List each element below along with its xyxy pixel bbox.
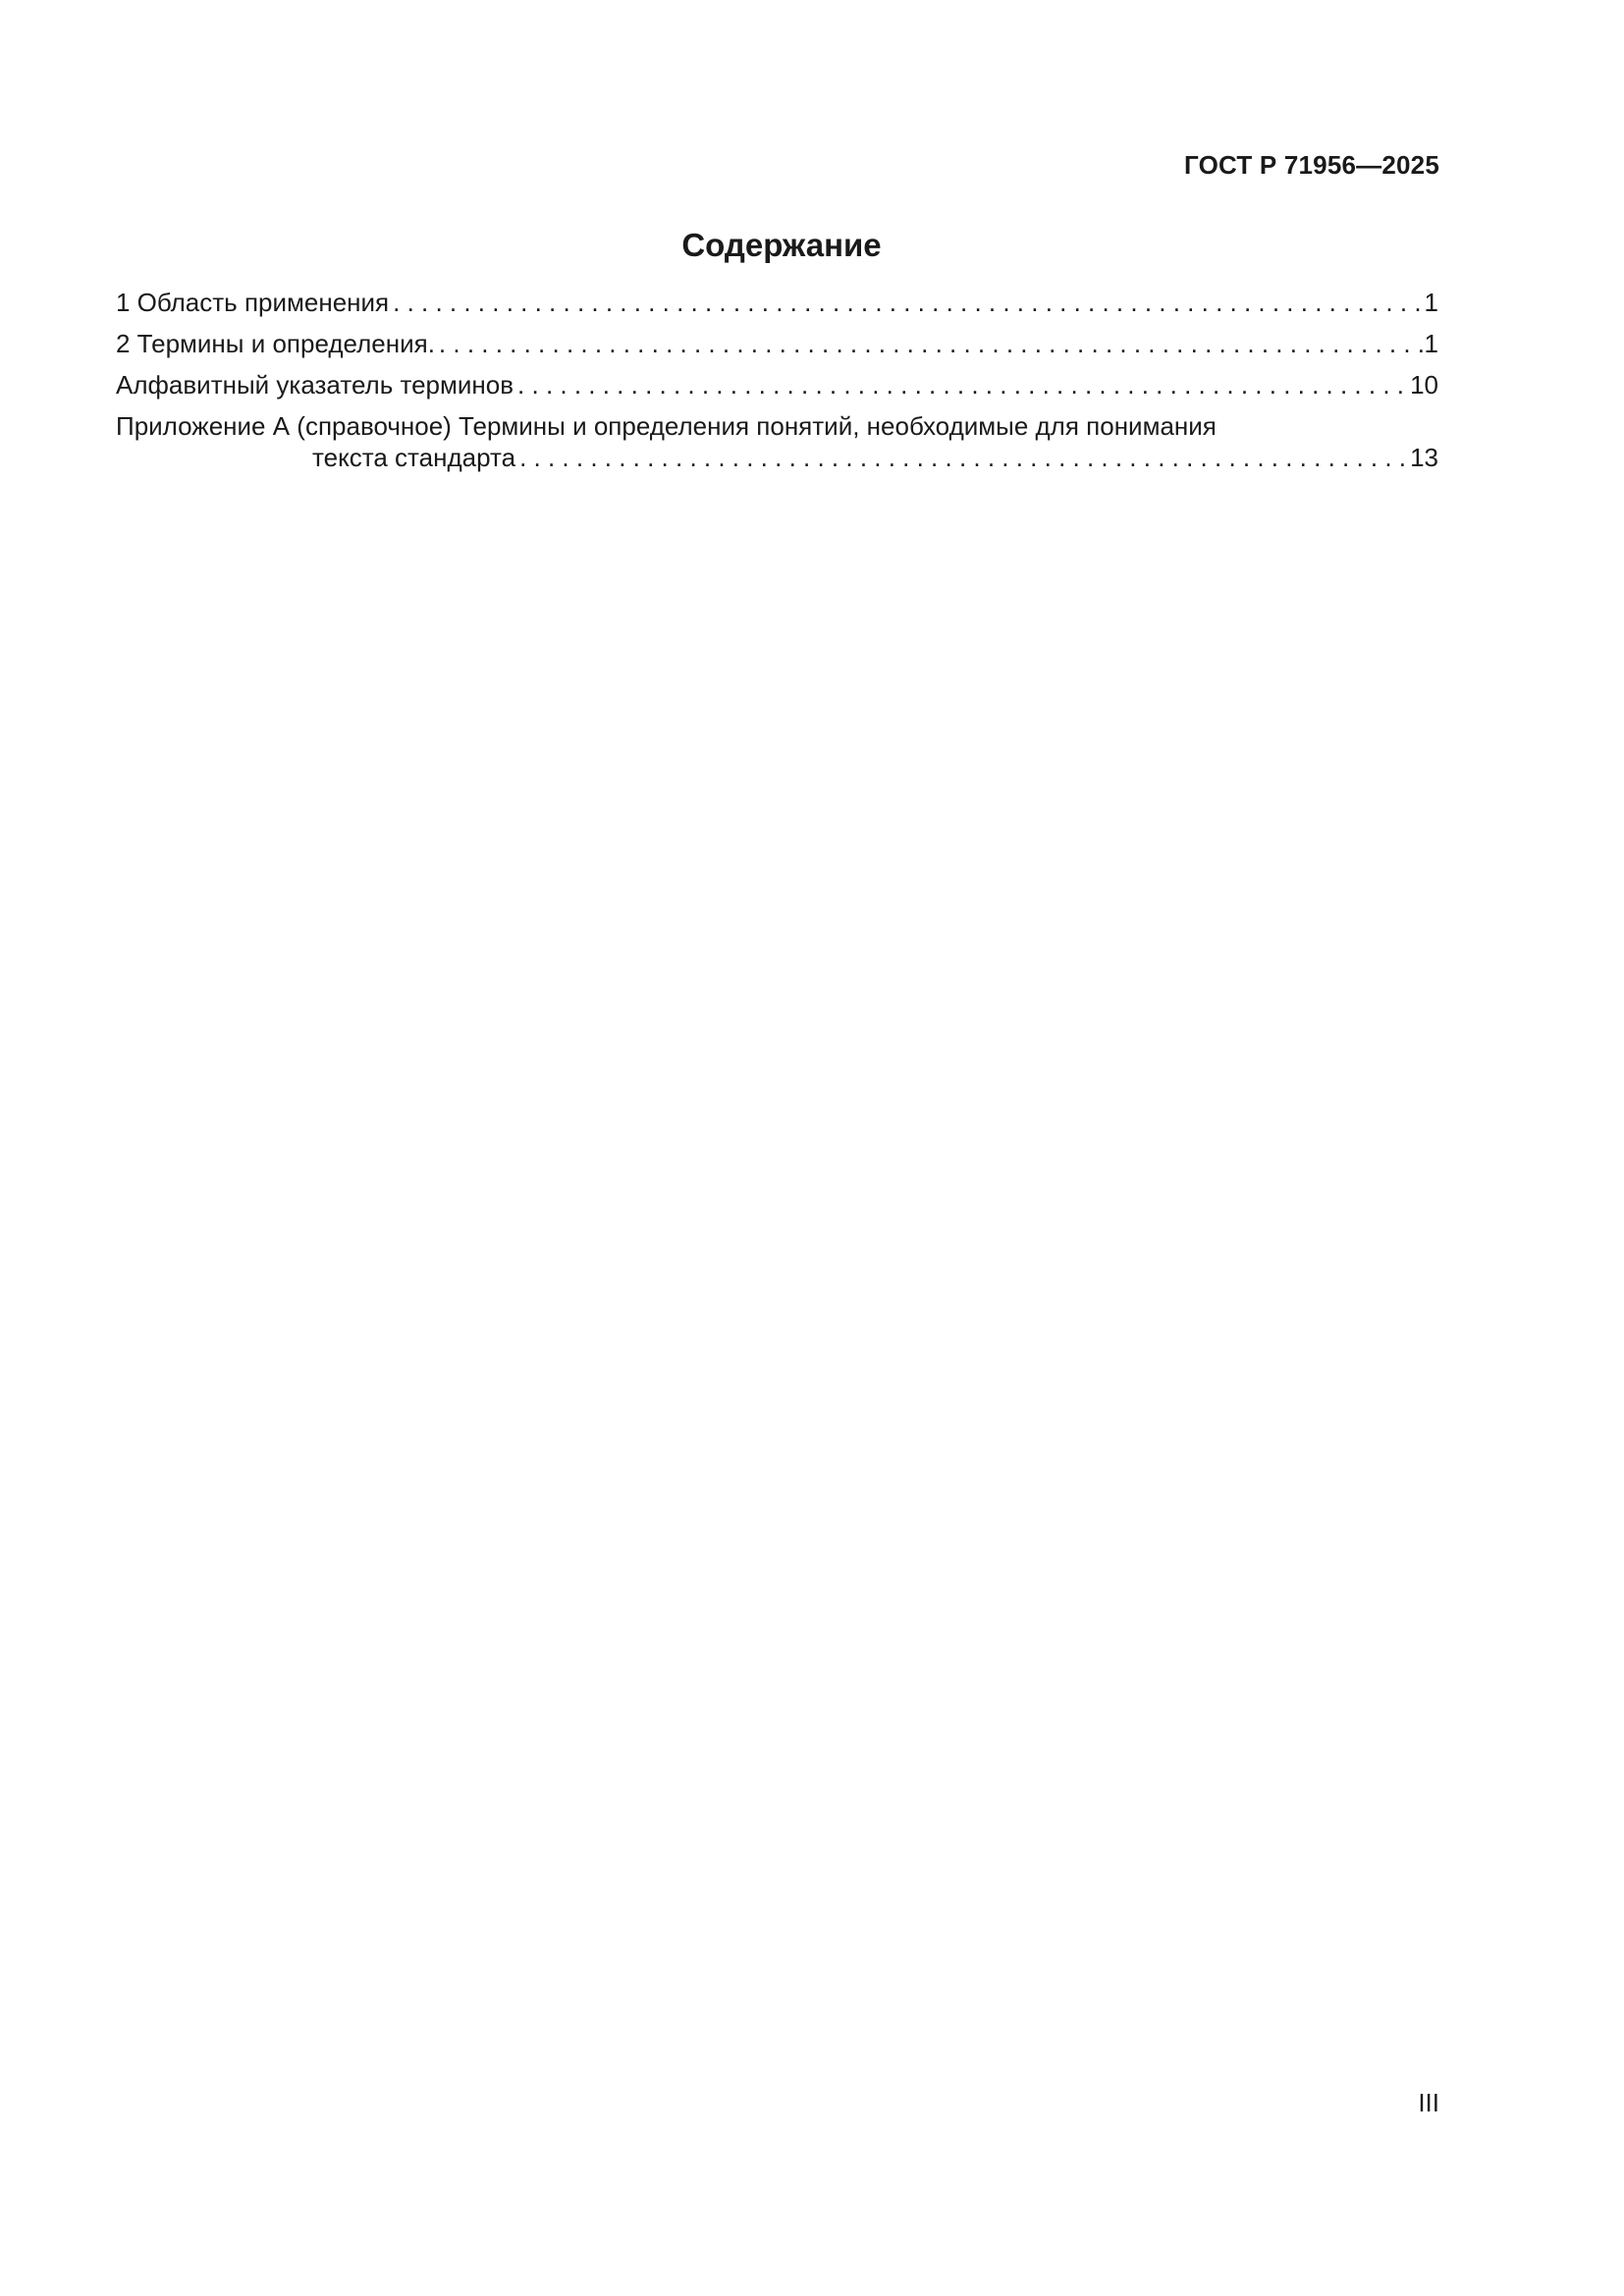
toc-entry-text: Приложение А (справочное) Термины и определения понятий, необходимые для понимания	[116, 411, 1217, 441]
toc-page-number: 1	[1424, 288, 1438, 317]
toc-entry-appendix-a[interactable]	[116, 410, 1438, 473]
page-number: III	[1418, 2088, 1439, 2117]
dot-leader	[515, 442, 1410, 473]
table-of-contents	[116, 287, 1438, 483]
toc-entry-terms[interactable]	[116, 328, 1438, 359]
toc-entry-text: 1 Область применения	[116, 288, 390, 317]
dot-leader	[389, 287, 1424, 318]
toc-entry-continuation: текста стандарта	[312, 443, 516, 472]
dot-leader	[435, 328, 1425, 359]
toc-page-number: 10	[1410, 370, 1438, 400]
dot-leader	[514, 369, 1410, 400]
toc-entry-text: 2 Термины и определения.	[116, 329, 435, 358]
toc-title: Содержание	[681, 227, 882, 263]
toc-page-number: 1	[1424, 329, 1438, 358]
toc-entry-text: Алфавитный указатель терминов	[116, 370, 514, 400]
toc-page-number: 13	[1410, 443, 1438, 472]
document-code: ГОСТ Р 71956—2025	[1184, 150, 1439, 180]
toc-entry-scope[interactable]	[116, 287, 1438, 318]
toc-entry-index[interactable]	[116, 369, 1438, 400]
